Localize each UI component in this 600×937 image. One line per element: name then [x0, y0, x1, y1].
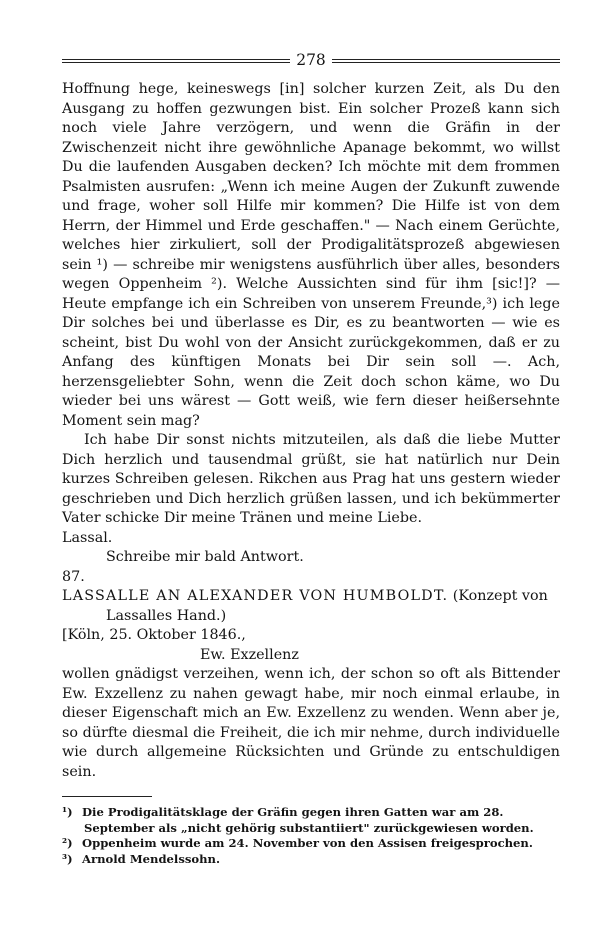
- paragraph-2: Ich habe Dir sonst nichts mitzuteilen, als daß die liebe Mutter Dich herzlich und tausendmal grüßt, sie hat natürlich nur Dein kurzes Schreiben gelesen. Rikchen aus Prag hat uns gestern wieder geschrieben und Dich herzlich grüßen lassen, und ich bekümmerter Vater schicke Dir meine Tränen und meine Liebe.: [62, 432, 560, 526]
- footnote-text: Arnold Mendelssohn.: [82, 851, 221, 866]
- paragraph-1: Hoffnung hege, keineswegs [in] solcher kurzen Zeit, als Du den Ausgang zu hoffen gezwungen bist. Ein solcher Prozeß kann sich noch viele Jahre verzögern, und wenn die Gräfin in der Zwischenzeit nicht ihre gewöhnliche Apanage bekommt, wo willst Du die laufenden Ausgaben decken? Ich möchte mit dem frommen Psalmisten ausrufen: „Wenn ich meine Augen der Zukunft zuwende und frage, woher soll Hilfe mir kommen? Die Hilfe ist von dem Herrn, der Himmel und Erde geschaffen." — Nach einem Gerüchte, welches hier zirkuliert, soll der Prodigalitätsprozeß abgewiesen sein ¹) — schreibe mir wenigstens ausführlich über alles, besonders wegen Oppenheim ²). Welche Aussichten sind für ihm [sic!]? — Heute empfange ich ein Schreiben von unserem Freunde,³) ich lege Dir solches bei und überlasse es Dir, es zu beantworten — wie es scheint, bist Du wohl von der Ansicht zurückgekommen, daß er zu Anfang des künftigen Monats bei Dir sein soll —. Ach, herzensgeliebter Sohn, wenn die Zeit doch schon käme, wo Du wieder bei uns wärest — Gott weiß, wie fern dieser heißersehnte Moment sein mag?: [62, 81, 560, 429]
- header-rule-left: [62, 59, 290, 63]
- letter-number: 87.: [62, 568, 85, 585]
- header-rule-right: [332, 59, 560, 63]
- letter-body: wollen gnädigst verzeihen, wenn ich, der schon so oft als Bittender Ew. Exzellenz zu nahen gewagt habe, mir noch einmal erlaube, in dieser Eigenschaft mich an Ew. Exzellenz zu wenden. Wenn aber je, so dürfte diesmal die Freiheit, die ich mir nehme, durch individuelle wie durch allgemeine Rücksichten und Gründe zu entschuldigen sein.: [62, 666, 560, 780]
- footnote-3: [62, 852, 560, 868]
- footnote-marker: ²): [62, 836, 73, 850]
- letter-heading: [62, 587, 560, 626]
- letter-heading-rest: (Konzept von: [452, 588, 548, 604]
- letter-heading-line2: Lassalles Hand.): [106, 607, 227, 624]
- postscript: Schreibe mir bald Antwort.: [106, 549, 304, 565]
- footnote-divider: [62, 796, 152, 797]
- footnotes: [62, 805, 560, 867]
- signature: Lassal.: [62, 529, 113, 546]
- footnote-2: [62, 836, 560, 852]
- place-date: [Köln, 25. Oktober 1846.,: [62, 627, 246, 643]
- footnote-1: [62, 805, 560, 836]
- salutation: Ew. Exzellenz: [200, 646, 299, 663]
- page-number: 278: [296, 51, 326, 70]
- letter-heading-caps: LASSALLE AN ALEXANDER VON HUMBOLDT.: [62, 588, 449, 604]
- footnote-marker: ³): [62, 851, 73, 866]
- footnote-marker: ¹): [62, 805, 73, 819]
- letter-text: [62, 80, 560, 782]
- footnote-text: Oppenheim wurde am 24. November von den Assisen freigesprochen.: [82, 836, 533, 850]
- footnote-text: Die Prodigalitätsklage der Gräfin gegen ihren Gatten war am 28. September als „nicht gehörig substantiiert" zurückgewiesen worden.: [82, 805, 534, 835]
- page-header: [62, 50, 560, 72]
